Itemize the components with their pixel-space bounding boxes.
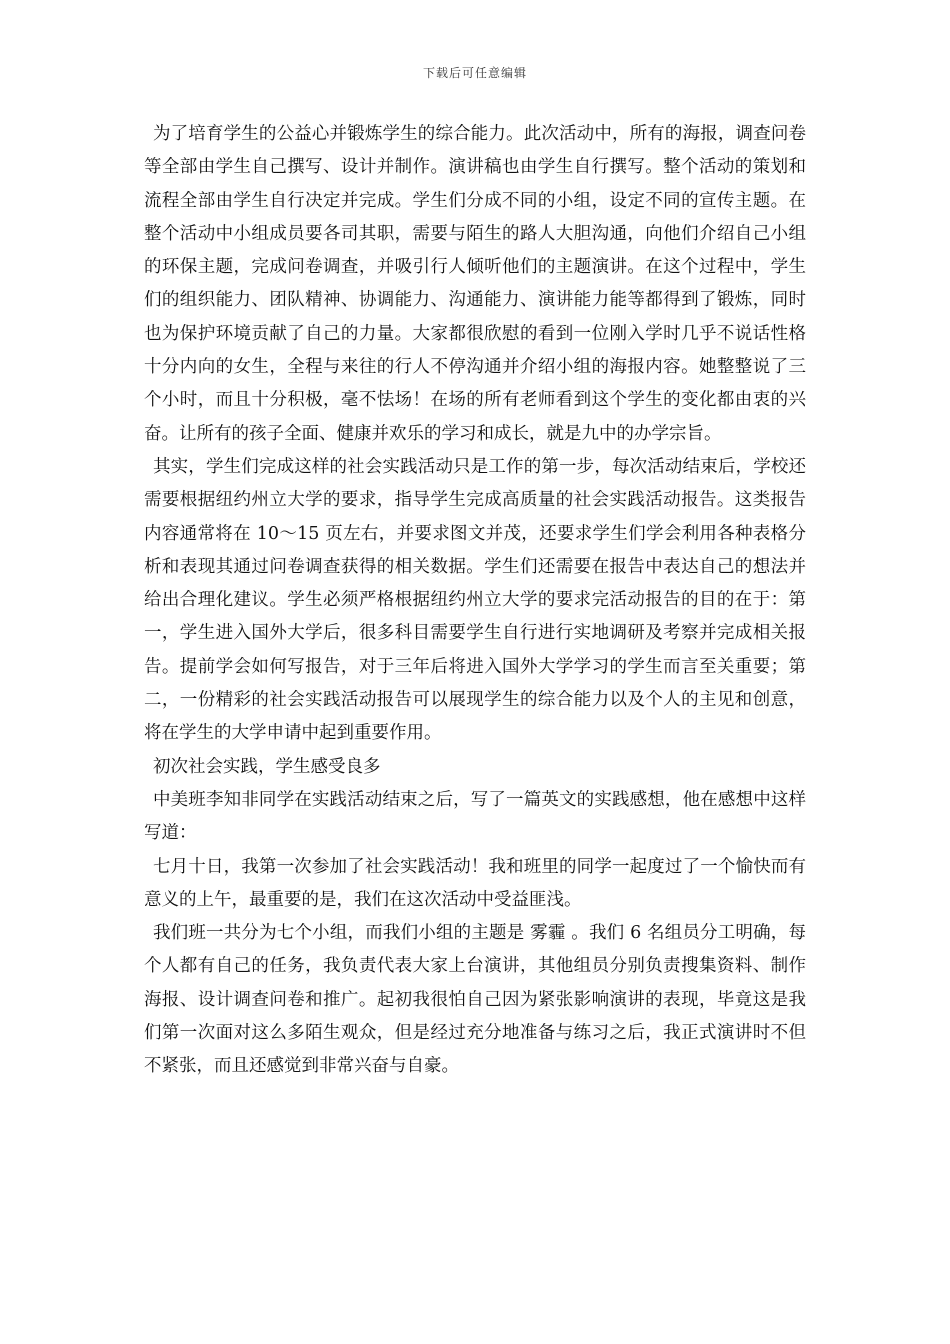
paragraph-group-theme: 我们班一共分为七个小组，而我们小组的主题是 雾霾 。我们 6 名组员分工明确，每个人都有自己的任务，我负责代表大家上台演讲，其他组员分别负责搜集资料、制作海报、设计调查问卷和推广。起初我很怕自己因为紧张影响演讲的表现，毕竟这是我们第一次面对这么多陌生观众，但是经过充分地准备与练习之后，我正式演讲时不但不紧张，而且还感觉到非常兴奋与自豪。 [144, 923, 806, 1077]
paragraph-activity-overview: 为了培育学生的公益心并锻炼学生的综合能力。此次活动中，所有的海报，调查问卷等全部由学生自己撰写、设计并制作。演讲稿也由学生自行撰写。整个活动的策划和流程全部由学生自行决定并完成。学生们分成不同的小组，设定不同的宣传主题。在整个活动中小组成员要各司其职，需要与陌生的路人大胆沟通，向他们介绍自己小组的环保主题，完成问卷调查，并吸引行人倾听他们的主题演讲。在这个过程中，学生们的组织能力、团队精神、协调能力、沟通能力、演讲能力能等都得到了锻炼，同时也为保护环境贡献了自己的力量。大家都很欣慰的看到一位刚入学时几乎不说话性格十分内向的女生，全程与来往的行人不停沟通并介绍小组的海报内容。她整整说了三个小时，而且十分积极，毫不怯场！在场的所有老师看到这个学生的变化都由衷的兴奋。让所有的孩子全面、健康并欢乐的学习和成长，就是九中的办学宗旨。 [144, 124, 806, 444]
paragraph-july-tenth: 七月十日，我第一次参加了社会实践活动！我和班里的同学一起度过了一个愉快而有意义的上午，最重要的是，我们在这次活动中受益匪浅。 [144, 856, 806, 910]
section-heading-first-practice: 初次社会实践，学生感受良多 [153, 756, 381, 777]
paragraph-student-reflection-intro: 中美班李知非同学在实践活动结束之后，写了一篇英文的实践感想，他在感想中这样写道： [144, 789, 806, 844]
paragraph-practice-report: 其实，学生们完成这样的社会实践活动只是工作的第一步，每次活动结束后，学校还需要根据纽约州立大学的要求，指导学生完成高质量的社会实践活动报告。这类报告内容通常将在 10～15 页左右，并要求图文并茂，还要求学生们学会利用各种表格分析和表现其通过问卷调查获得的相关数据。学生们还需要在报告中表达自己的想法并给出合理化建议。学生必须严格根据纽约州立大学的要求完活动报告的目的在于：第一，学生进入国外大学后，很多科目需要学生自行进行实地调研及考察并完成相关报告。提前学会如何写报告，对于三年后将进入国外大学学习的学生而言至关重要；第二，一份精彩的社会实践活动报告可以展现学生的综合能力以及个人的主见和创意，将在学生的大学申请中起到重要作用。 [144, 456, 806, 744]
page-header-caption: 下载后可任意编辑 [422, 66, 527, 80]
document-body [144, 118, 806, 1084]
